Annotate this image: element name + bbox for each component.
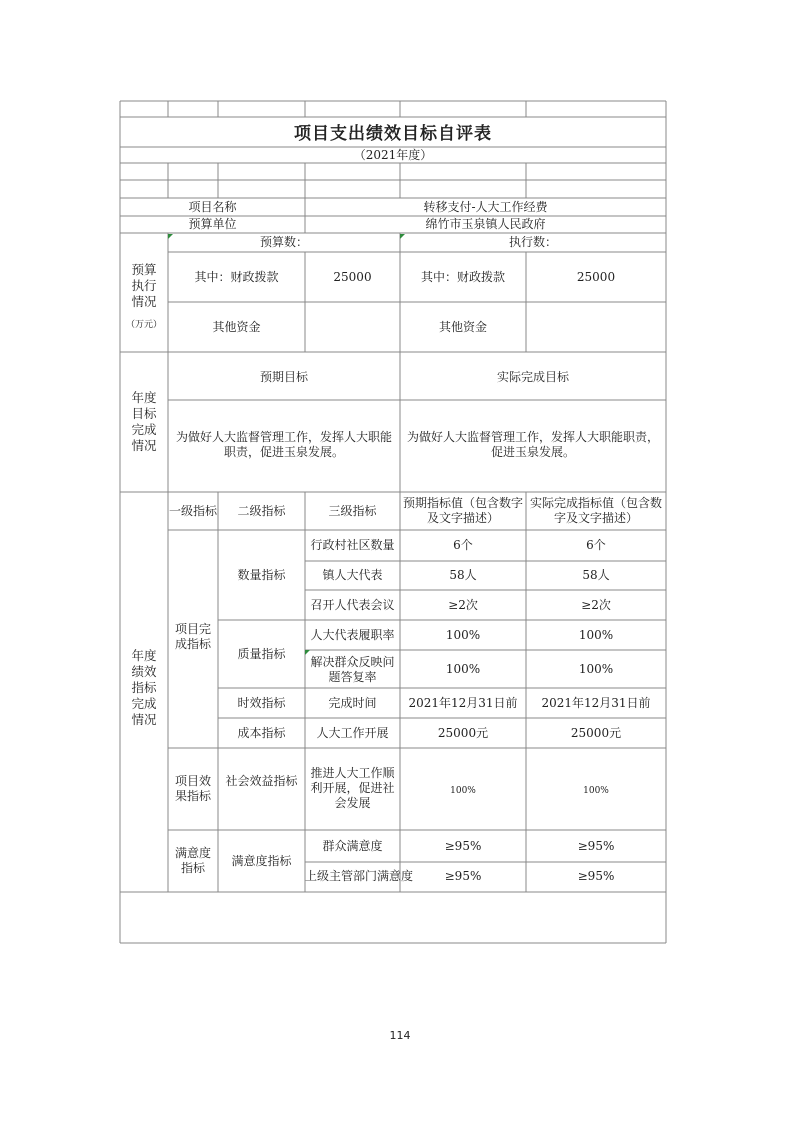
expected-value-cell: 58人 [449,568,477,582]
level2-quantity: 数量指标 [237,568,286,582]
other-funds-label: 其他资金 [212,320,261,334]
actual-goal-text: 为做好人大监督管理工作，发挥人大职能职责，促进玉泉发展。 [406,430,659,459]
expected-value-cell: 100% [445,662,481,676]
budget-exec-section-label: 预算执行情况 [131,262,157,309]
level1-project-effect: 项目效果指标 [174,774,211,803]
year-label: （2021年度） [353,148,433,162]
page-title: 项目支出绩效目标自评表 [294,124,492,144]
header-level3: 三级指标 [328,504,377,518]
fiscal-label: 其中：财政拨款 [194,270,279,284]
actual-value-cell: ≥95% [577,869,615,883]
exec-other-funds-label: 其他资金 [438,320,487,334]
header-actual-value: 实际完成指标值（包含数字及文字描述） [529,496,662,525]
level3-cell: 推进人大工作顺利开展，促进社会发展 [310,766,395,810]
actual-value-cell: 6个 [586,538,606,552]
expected-value-cell: ≥95% [444,839,482,853]
expected-goal-header: 预期目标 [259,370,308,384]
annual-goal-section-label: 年度目标完成情况 [131,390,157,453]
actual-value-cell: 58人 [582,568,610,582]
header-level2: 二级指标 [237,504,286,518]
expected-value-cell: 6个 [453,538,473,552]
actual-goal-header: 实际完成目标 [496,370,569,384]
budget-unit-note: （万元） [125,320,162,330]
expected-goal-text: 为做好人大监督管理工作，发挥人大职能职责，促进玉泉发展。 [175,430,392,459]
actual-value-cell: 2021年12月31日前 [541,696,651,710]
actual-value-cell: 100% [583,786,609,796]
budget-header: 预算数： [259,235,308,249]
project-name-label: 项目名称 [188,200,237,214]
level2-satisfaction: 满意度指标 [231,854,292,868]
actual-value-cell: 100% [578,662,614,676]
level3-cell: 行政村社区数量 [310,538,395,552]
expected-value-cell: ≥95% [444,869,482,883]
level3-cell: 人大工作开展 [316,726,389,740]
actual-value-cell: 25000元 [570,726,622,740]
level2-timeliness: 时效指标 [237,696,286,710]
page-number: 114 [389,1029,411,1042]
project-name-value: 转移支付-人大工作经费 [423,200,548,214]
actual-value-cell: 100% [578,628,614,642]
header-expected-value: 预期指标值（包含数字及文字描述） [402,496,523,525]
budget-unit-value: 绵竹市玉泉镇人民政府 [425,217,546,231]
header-level1: 一级指标 [168,504,217,518]
indicators-section-label: 年度绩效指标完成情况 [131,648,157,727]
level1-project-completion: 项目完成指标 [174,622,211,651]
level2-cost: 成本指标 [237,726,286,740]
exec-fiscal-label: 其中：财政拨款 [420,270,505,284]
level2-quality: 质量指标 [237,647,286,661]
expected-value-cell: 25000元 [437,726,489,740]
level3-cell: 群众满意度 [322,839,383,853]
actual-value-cell: ≥95% [577,839,615,853]
exec-header: 执行数： [508,235,557,249]
expected-value-cell: 100% [450,786,476,796]
level3-cell: 人大代表履职率 [310,628,395,642]
level3-cell: 镇人大代表 [322,568,383,582]
budget-fiscal-value: 25000 [333,270,372,284]
actual-value-cell: ≥2次 [581,598,611,612]
level1-satisfaction: 满意度指标 [174,846,211,875]
budget-unit-label: 预算单位 [188,217,237,231]
level2-social-benefit: 社会效益指标 [225,774,298,788]
exec-fiscal-value: 25000 [576,270,616,284]
expected-value-cell: 100% [445,628,481,642]
level3-cell: 解决群众反映问题答复率 [310,655,395,684]
level3-cell: 上级主管部门满意度 [305,869,414,883]
level3-cell: 召开人代表会议 [310,598,395,612]
expected-value-cell: 2021年12月31日前 [408,696,518,710]
level3-cell: 完成时间 [328,696,377,710]
expected-value-cell: ≥2次 [448,598,478,612]
